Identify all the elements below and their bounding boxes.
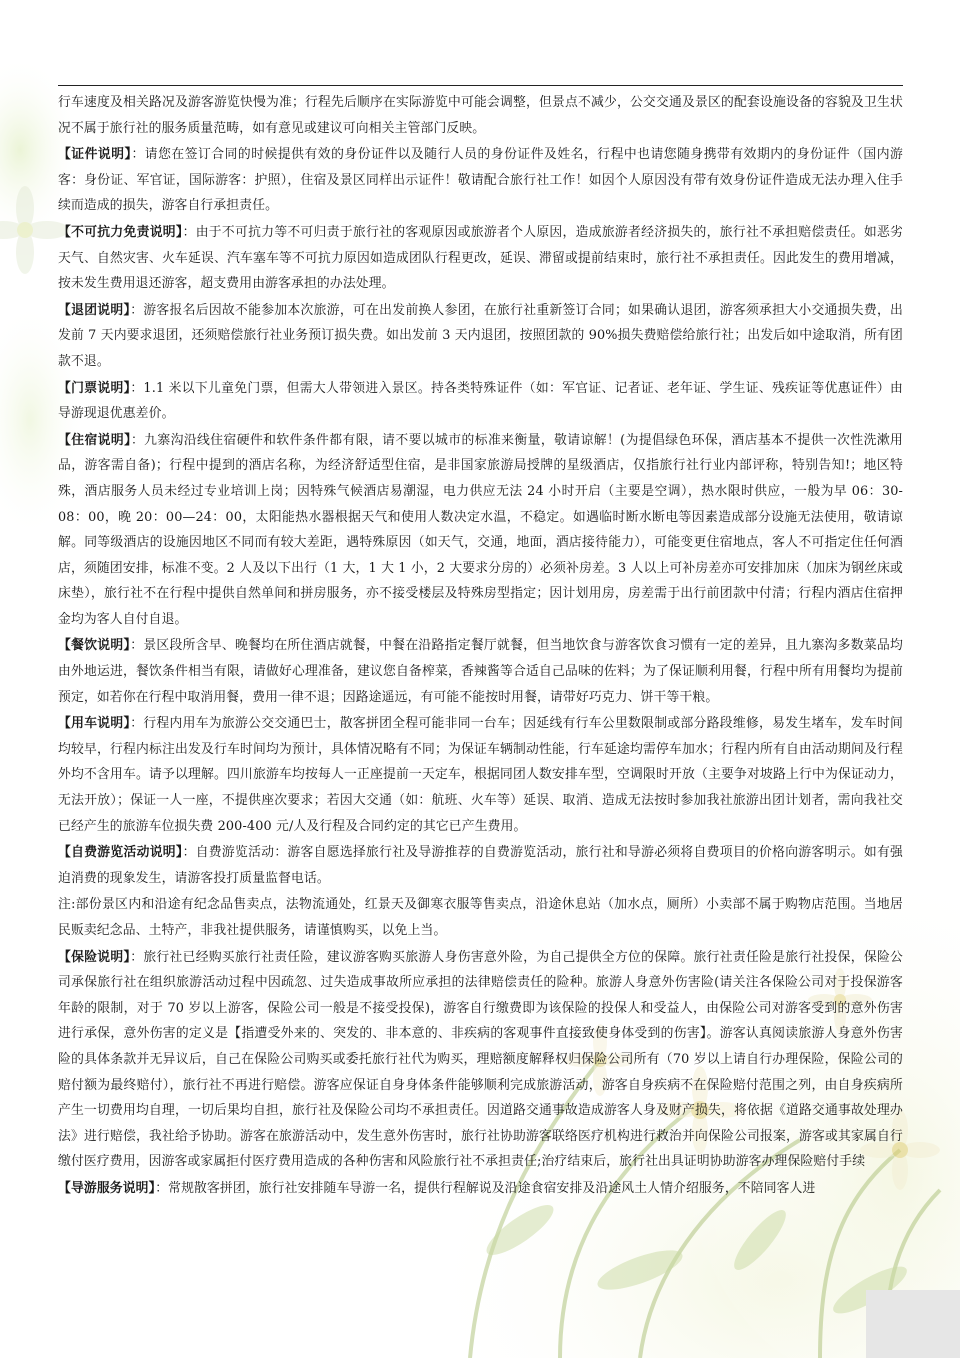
section-heading: 【导游服务说明】: [58, 1180, 156, 1196]
paragraph-body: ：自费游览活动：游客自愿选择旅行社及导游推荐的自费游览活动，旅行社和导游必须将自费项目的价格向游客明示。如有强迫消费的现象发生，请游客投打质量监督电话。: [58, 845, 903, 886]
paragraph-vehicles: [58, 711, 903, 839]
paragraph-force-majeure: [58, 220, 903, 297]
section-heading: 【住宿说明】: [58, 432, 131, 448]
paragraph-tickets: [58, 376, 903, 427]
paragraph-insurance: [58, 945, 903, 1175]
paragraph-id-documents: [58, 142, 903, 219]
paragraph-body: ：九寨沟沿线住宿硬件和软件条件都有限，请不要以城市的标准来衡量，敬请谅解！(为提倡绿色环保，酒店基本不提供一次性洗漱用品，游客需自备)；行程中提到的酒店名称，为经济舒适型住宿，是非国家旅游局授牌的星级酒店，仅指旅行社行业内部评称，特别告知!；地区特殊，酒店服务人员未经过专业培训上岗；因特殊气候酒店易潮湿，电力供应无法 24 小时开启（主要是空调），热水限时供应，一般为早 06：30-08：00，晚 20：00—24：00，太阳能热水器根据天气和使用人数决定水温，不稳定。如遇临时断水断电等因素造成部分设施无法使用，敬请谅解。同等级酒店的设施因地区不同而有较大差距，遇特殊原因（如天气，交通，地面，酒店接待能力），可能变更住宿地点，客人不可指定住任何酒店，须随团安排，标准不变。2 人及以下出行（1 大，1 大 1 小，2 大要求分房的）必须补房差。3 人以上可补房差亦可安排加床（加床为钢丝床或床垫），旅行社不在行程中提供自然单间和拼房服务，亦不接受楼层及特殊房型指定；因计划用房，房差需于出行前团款中付清；行程内酒店住宿押金均为客人自付自退。: [58, 432, 903, 627]
paragraph-body: ：行程内用车为旅游公交交通巴士，散客拼团全程可能非同一台车；因延线有行车公里数限制或部分路段维修，易发生堵车，发车时间均较早，行程内标注出发及行车时间均为预计，具体情况略有不同；为保证车辆制动性能，行车延途均需停车加水；行程内所有自由活动期间及行程外均不含用车。请予以理解。四川旅游车均按每人一正座提前一天定车，根据同团人数安排车型，空调限时开放（主要争对坡路上行中为保证动力，无法开放）；保证一人一座，不提供座次要求；若因大交通（如：航班、火车等）延误、取消、造成无法按时参加我社旅游出团计划者，需向我社交已经产生的旅游车位损失费 200-400 元/人及行程及合同约定的其它已产生费用。: [58, 716, 904, 834]
paragraph-guide-service: [58, 1176, 903, 1202]
section-heading: 【门票说明】: [58, 380, 131, 396]
paragraph-body: ：景区段所含早、晚餐均在所住酒店就餐，中餐在沿路指定餐厅就餐，但当地饮食与游客饮食习惯有一定的差异，且九寨沟多数菜品均由外地运进，餐饮条件相当有限，请做好心理准备，建议您自备榨菜，香辣酱等合适自己品味的佐料；为了保证顺利用餐，行程中所有用餐均为提前预定，如若你在行程中取消用餐，费用一律不退；因路途遥远，有可能不能按时用餐，请带好巧克力、饼干等干粮。: [58, 638, 904, 705]
paragraph-body: 行车速度及相关路况及游客游览快慢为准；行程先后顺序在实际游览中可能会调整，但景点不减少，公交交通及景区的配套设施设备的容貌及卫生状况不属于旅行社的服务质量范畴，如有意见或建议可向相关主管部门反映。: [58, 95, 903, 136]
section-heading: 【保险说明】: [58, 949, 131, 965]
section-heading: 【退团说明】: [58, 302, 131, 318]
paragraph-body: ：常规散客拼团，旅行社安排随车导游一名，提供行程解说及沿途食宿安排及沿途风土人情介绍服务，不陪同客人进: [155, 1180, 816, 1196]
paragraph-optional-activities: [58, 840, 903, 891]
section-heading: 【餐饮说明】: [58, 638, 131, 654]
section-heading: 【自费游览活动说明】: [58, 845, 183, 861]
paragraph-dining: [58, 633, 903, 710]
section-heading: 【用车说明】: [58, 716, 131, 732]
paragraph-body: ：游客报名后因故不能参加本次旅游，可在出发前换人参团，在旅行社重新签订合同；如果确认退团，游客须承担大小交通损失费，出发前 7 天内要求退团，还须赔偿旅行社业务预订损失费。如出发前 3 天内退团，按照团款的 90%损失费赔偿给旅行社；出发后如中途取消，所有团款不退。: [58, 302, 904, 369]
paragraph-body: ：1.1 米以下儿童免门票，但需大人带领进入景区。持各类特殊证件（如：军官证、记者证、老年证、学生证、残疾证等优惠证件）由导游现退优惠差价。: [58, 380, 904, 422]
document-body: [58, 90, 903, 1203]
header-rule: [58, 85, 903, 86]
paragraph-shopping-note: [58, 892, 903, 943]
section-heading: 【证件说明】: [58, 147, 132, 163]
paragraph-body: ：请您在签订合同的时候提供有效的身份证件以及随行人员的身份证件及姓名，行程中也请您随身携带有效期内的身份证件（国内游客：身份证、军官证，国际游客：护照），住宿及景区同样出示证件！敬请配合旅行社工作！如因个人原因没有带有效身份证件造成无法办理入住手续而造成的损失，游客自行承担责任。: [58, 147, 903, 214]
section-heading: 【不可抗力免责说明】: [58, 224, 183, 240]
paragraph-continued-itinerary: [58, 90, 903, 141]
paragraph-accommodation: [58, 428, 903, 633]
paragraph-body: 注:部份景区内和沿途有纪念品售卖点，法物流通处，红景天及御寒衣服等售卖点，沿途休息站（加水点，厕所）小卖部不属于购物店范围。当地居民贩卖纪念品、土特产，非我社提供服务，请谨慎购买，以免上当。: [58, 897, 903, 938]
paragraph-body: ：旅行社已经购买旅行社责任险，建议游客购买旅游人身伤害意外险，为自己提供全方位的保障。旅行社责任险是旅行社投保，保险公司承保旅行社在组织旅游活动过程中因疏忽、过失造成事故所应承担的法律赔偿责任的险种。旅游人身意外伤害险(请关注各保险公司对于投保游客年龄的限制，对于 70 岁以上游客，保险公司一般是不接受投保)，游客自行缴费即为该保险的投保人和受益人，由保险公司对游客受到的意外伤害进行承保，意外伤害的定义是【指遭受外来的、突发的、非本意的、非疾病的客观事件直接致使身体受到的伤害】。游客认真阅读旅游人身意外伤害险的具体条款并无异议后，自己在保险公司购买或委托旅行社代为购买，理赔额度解释权归保险公司所有（70 岁以上请自行办理保险，保险公司的赔付额为最终赔付），旅行社不再进行赔偿。游客应保证自身身体条件能够顺利完成旅游活动，游客自身疾病不在保险赔付范围之列，由自身疾病所产生一切费用均自理，一切后果均自担，旅行社及保险公司均不承担责任。因道路交通事故造成游客人身及财产损失，将依据《道路交通事故处理办法》进行赔偿，我社给予协助。游客在旅游活动中，发生意外伤害时，旅行社协助游客联络医疗机构进行救治并向保险公司报案，游客或其家属自行缴付医疗费用，因游客或家属拒付医疗费用造成的各种伤害和风险旅行社不承担责任;治疗结束后，旅行社出具证明协助游客办理保险赔付手续: [58, 949, 904, 1170]
paragraph-body: ：由于不可抗力等不可归责于旅行社的客观原因或旅游者个人原因，造成旅游者经济损失的，旅行社不承担赔偿责任。如恶劣天气、自然灾害、火车延误、汽车塞车等不可抗力原因如造成团队行程更改，延误、滞留或提前结束时，旅行社不承担责任。因此发生的费用增减，按未发生费用退还游客，超支费用由游客承担的办法处理。: [58, 224, 903, 292]
paragraph-cancellation: [58, 298, 903, 375]
